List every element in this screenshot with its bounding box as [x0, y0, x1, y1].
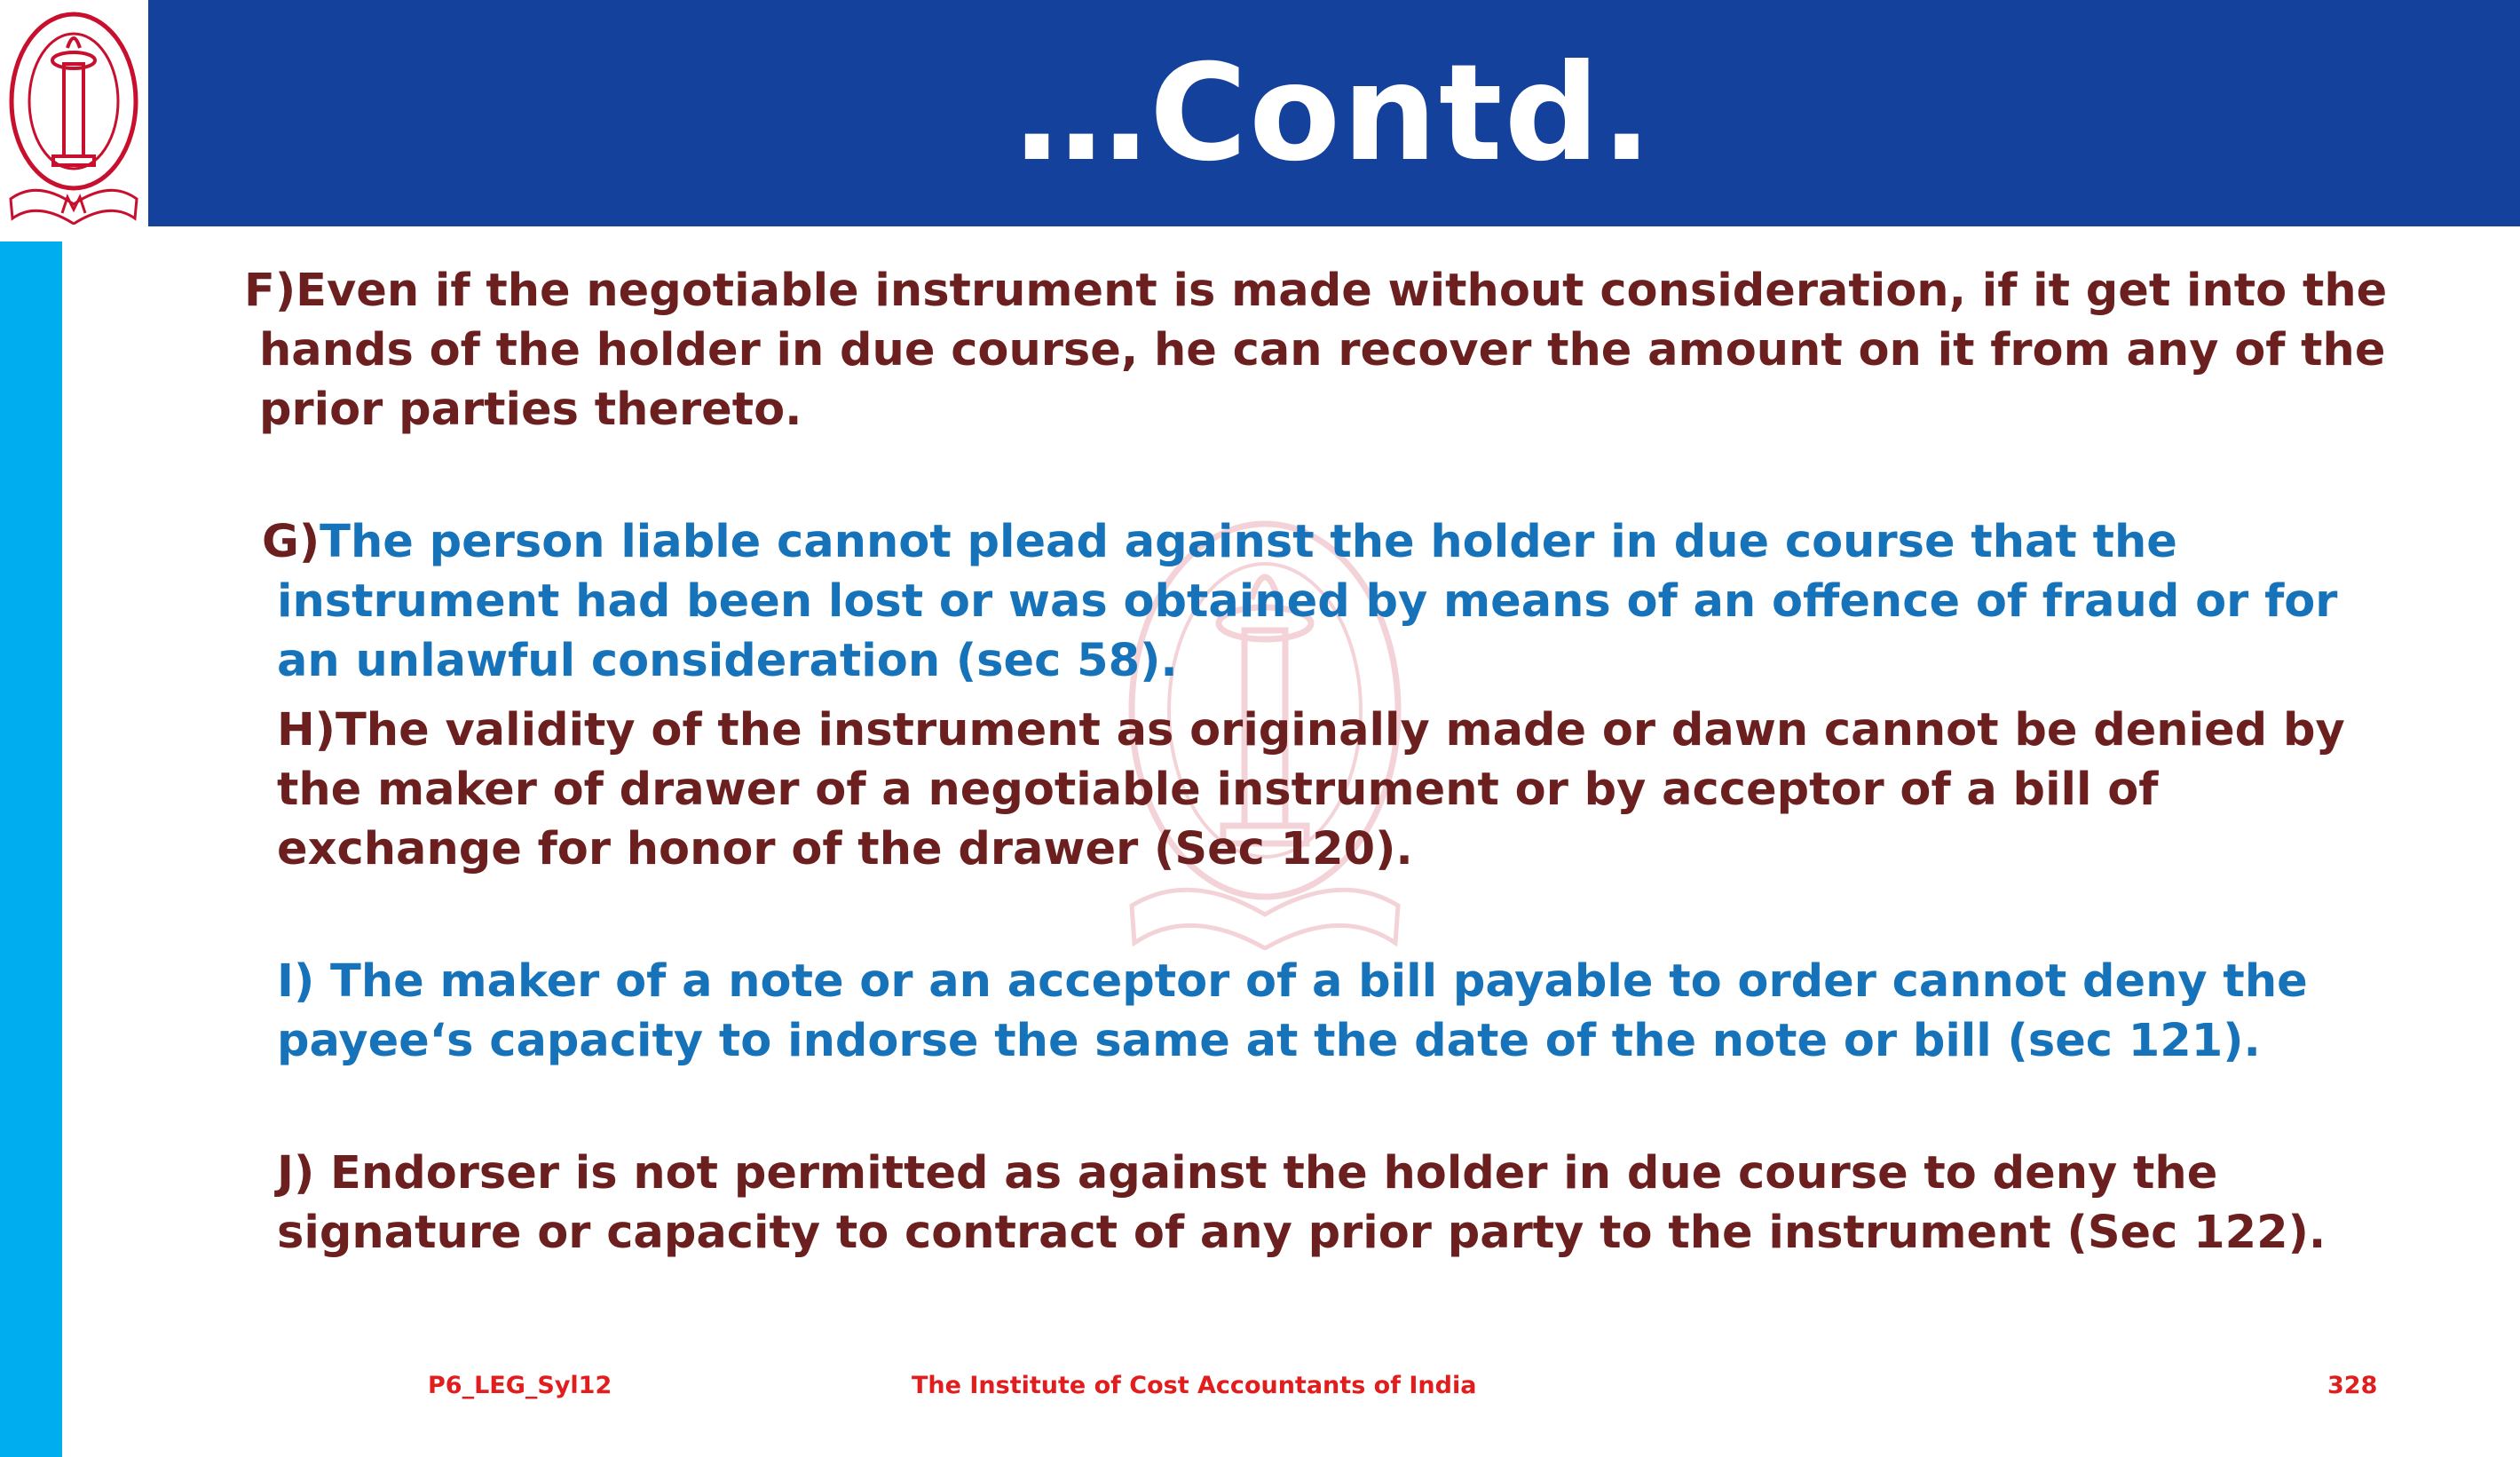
paragraph-label: I): [277, 955, 331, 1008]
paragraph-g: [262, 512, 2345, 691]
paragraph-label: F): [244, 265, 296, 317]
paragraph-text: Endorser is not permitted as against the holder in due course to deny the signature or capacity to contract of any prior party to the instrument (Sec 122).: [277, 1147, 2326, 1259]
footer-page-number: 328: [2327, 1372, 2378, 1399]
paragraph-text: The validity of the instrument as originally made or dawn cannot be denied by the maker of drawer of a negotiable instrument or by acceptor of a bill of exchange for honor of the drawer (Sec 120).: [277, 704, 2345, 875]
slide-title: …Contd.: [1015, 36, 1654, 191]
paragraph-f: [244, 261, 2407, 439]
paragraph-i: [277, 952, 2443, 1071]
paragraph-j: [277, 1144, 2425, 1263]
paragraph-text: Even if the negotiable instrument is made without consideration, if it get into the hands of the holder in due course, he can recover the amount on it from any of the prior parties thereto.: [259, 265, 2388, 436]
paragraph-h: [277, 701, 2345, 879]
footer-institute: The Institute of Cost Accountants of India: [912, 1372, 1477, 1399]
institute-emblem-icon: [2, 2, 146, 225]
paragraph-label: G): [262, 516, 320, 568]
paragraph-text: The maker of a note or an acceptor of a bill payable to order cannot deny the payee‘s capacity to indorse the same at the date of the note or bill (sec 121).: [277, 955, 2308, 1067]
paragraph-label: H): [277, 704, 336, 756]
logo: [0, 0, 148, 226]
paragraph-text: The person liable cannot plead against the holder in due course that the instrument had been lost or was obtained by means of an offence of fraud or for an unlawful consideration (sec 58).: [277, 516, 2338, 687]
side-accent-bar: [0, 242, 62, 1457]
footer-code: P6_LEG_Syl12: [428, 1372, 612, 1399]
paragraph-label: J): [277, 1147, 331, 1200]
